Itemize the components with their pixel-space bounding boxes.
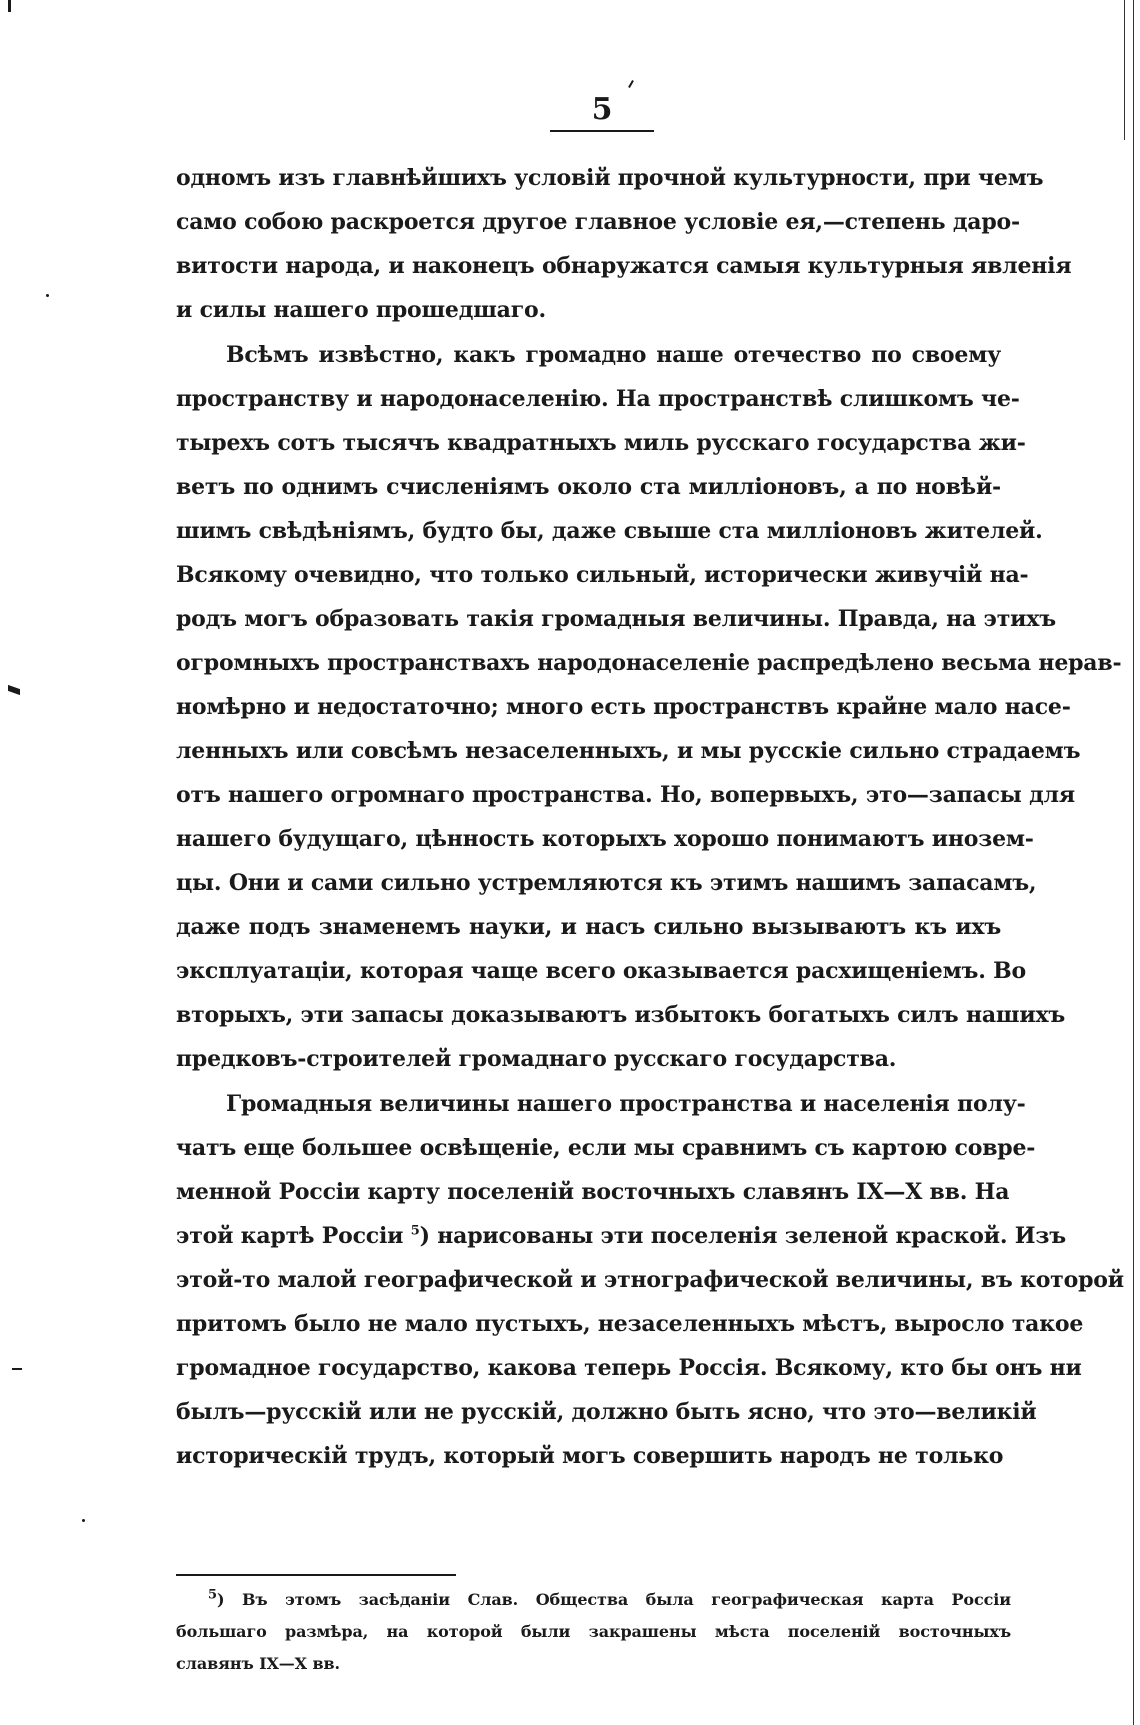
footnote-text: ) Въ этомъ засѣданіи Слав. Общества была географическая карта Россіи [216, 1590, 1011, 1609]
text-line: цы. Они и сами сильно устремляются къ этимъ нашимъ запасамъ, [176, 870, 1037, 896]
text-line: одномъ изъ главнѣйшихъ условій прочной культурности, при чемъ [176, 165, 1044, 191]
text-line: родъ могъ образовать такія громадныя величины. Правда, на этихъ [176, 606, 1056, 632]
scan-mark [8, 0, 11, 12]
footnote-line: славянъ IX—X вв. [176, 1654, 340, 1673]
text-line: шимъ свѣдѣніямъ, будто бы, даже свыше ста милліоновъ жителей. [176, 518, 1043, 544]
scan-mark [628, 80, 634, 88]
text-line: витости народа, и наконецъ обнаружатся самыя культурныя явленія [176, 253, 1072, 279]
text-line: предковъ-строителей громаднаго русскаго государства. [176, 1046, 897, 1072]
text-line: эксплуатаціи, которая чаще всего оказывается расхищеніемъ. Во [176, 958, 1026, 984]
footnote-line [208, 1585, 1011, 1615]
text-line: и силы нашего прошедшаго. [176, 297, 546, 323]
scan-mark [82, 1519, 85, 1522]
text-line: притомъ было не мало пустыхъ, незаселенныхъ мѣстъ, выросло такое [176, 1311, 1084, 1337]
text-line: тырехъ сотъ тысячъ квадратныхъ миль русскаго государства жи- [176, 430, 1026, 456]
text-line: огромныхъ пространствахъ народонаселеніе распредѣлено весьма нерав- [176, 650, 1122, 676]
footnote-line: большаго размѣра, на которой были закрашены мѣста поселеній восточныхъ [176, 1622, 1011, 1641]
scan-mark [12, 1368, 22, 1370]
text-line: Всѣмъ извѣстно, какъ громадно наше отечество по своему [226, 342, 1001, 368]
text-line: Громадныя величины нашего пространства и населенія полу- [226, 1091, 1026, 1117]
text-line: чатъ еще большее освѣщеніе, если мы сравнимъ съ картою совре- [176, 1135, 1036, 1161]
text-line: Всякому очевидно, что только сильный, исторически живучій на- [176, 562, 1029, 588]
text-line: нашего будущаго, цѣнность которыхъ хорошо понимаютъ инозем- [176, 826, 1034, 852]
text-line: этой-то малой географической и этнографической величины, въ которой [176, 1267, 1124, 1293]
text-line: даже подъ знаменемъ науки, и насъ сильно вызываютъ къ ихъ [176, 914, 1001, 940]
text-line: историческій трудъ, который могъ совершить народъ не только [176, 1443, 1004, 1469]
text-line: былъ—русскій или не русскій, должно быть ясно, что это—великій [176, 1399, 1037, 1425]
footnote-marker: 5 [208, 1587, 217, 1603]
text-line: пространству и народонаселенію. На пространствѣ слишкомъ че- [176, 386, 1020, 412]
text-line: вторыхъ, эти запасы доказываютъ избытокъ богатыхъ силъ нашихъ [176, 1002, 1066, 1028]
scan-mark [8, 685, 20, 695]
scan-mark [46, 294, 49, 297]
text-fragment: ) нарисованы эти поселенія зеленой краской. Изъ [419, 1223, 1066, 1249]
text-line: менной Россіи карту поселеній восточныхъ славянъ IX—X вв. На [176, 1179, 1010, 1205]
text-line: само собою раскроется другое главное условіе ея,—степень даро- [176, 209, 1020, 235]
text-line-with-footnote-ref [176, 1214, 1066, 1258]
text-line: ветъ по однимъ счисленіямъ около ста милліоновъ, а по новѣй- [176, 474, 1001, 500]
text-fragment: этой картѣ Россіи [176, 1223, 404, 1249]
footnote-reference: 5 [410, 1223, 420, 1239]
page-edge [1124, 0, 1125, 140]
page-number: 5 [591, 92, 613, 127]
page-number-rule [550, 130, 654, 132]
text-line: номѣрно и недостаточно; много есть пространствъ крайне мало насе- [176, 694, 1071, 720]
text-line: отъ нашего огромнаго пространства. Но, вопервыхъ, это—запасы для [176, 782, 1075, 808]
page-edge [1133, 0, 1134, 1725]
footnote-rule [176, 1574, 456, 1576]
text-line: громадное государство, какова теперь Россія. Всякому, кто бы онъ ни [176, 1355, 1082, 1381]
text-line: ленныхъ или совсѣмъ незаселенныхъ, и мы русскіе сильно страдаемъ [176, 738, 1081, 764]
